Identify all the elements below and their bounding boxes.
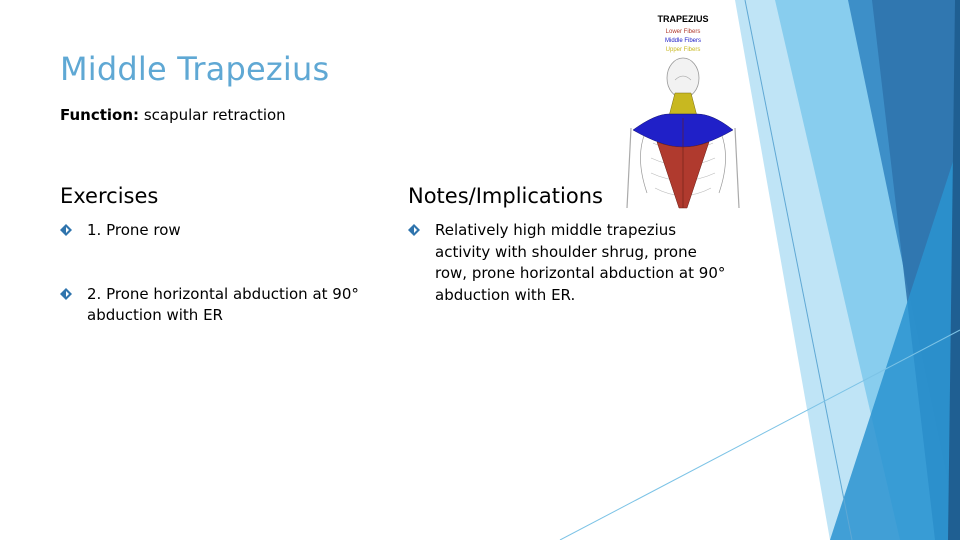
notes-list xyxy=(408,220,728,306)
diamond-arrow-icon xyxy=(408,224,420,236)
legend-upper: Upper Fibers xyxy=(665,47,701,53)
legend-lower: Lower Fibers xyxy=(665,29,701,35)
diamond-arrow-icon xyxy=(60,224,72,236)
trapezius-anatomy-image xyxy=(625,8,740,218)
slide-title: Middle Trapezius xyxy=(60,50,330,88)
list-item xyxy=(408,220,728,306)
exercise-text: 2. Prone horizontal abduction at 90° abduction with ER xyxy=(87,284,359,324)
figure-heading: TRAPEZIUS xyxy=(657,14,709,24)
function-label: Function: xyxy=(60,106,140,124)
note-text: Relatively high middle trapezius activity with shoulder shrug, prone row, prone horizontal abduction at 90° abduction with ER. xyxy=(435,221,726,304)
exercise-text: 1. Prone row xyxy=(87,221,181,239)
notes-heading: Notes/Implications xyxy=(408,184,603,208)
exercises-list xyxy=(60,220,370,327)
diamond-arrow-icon xyxy=(60,288,72,300)
exercises-heading: Exercises xyxy=(60,184,159,208)
legend-middle: Middle Fibers xyxy=(664,38,702,44)
function-value: scapular retraction xyxy=(139,106,286,124)
function-line xyxy=(60,106,286,124)
list-item xyxy=(60,284,370,327)
list-item xyxy=(60,220,370,242)
